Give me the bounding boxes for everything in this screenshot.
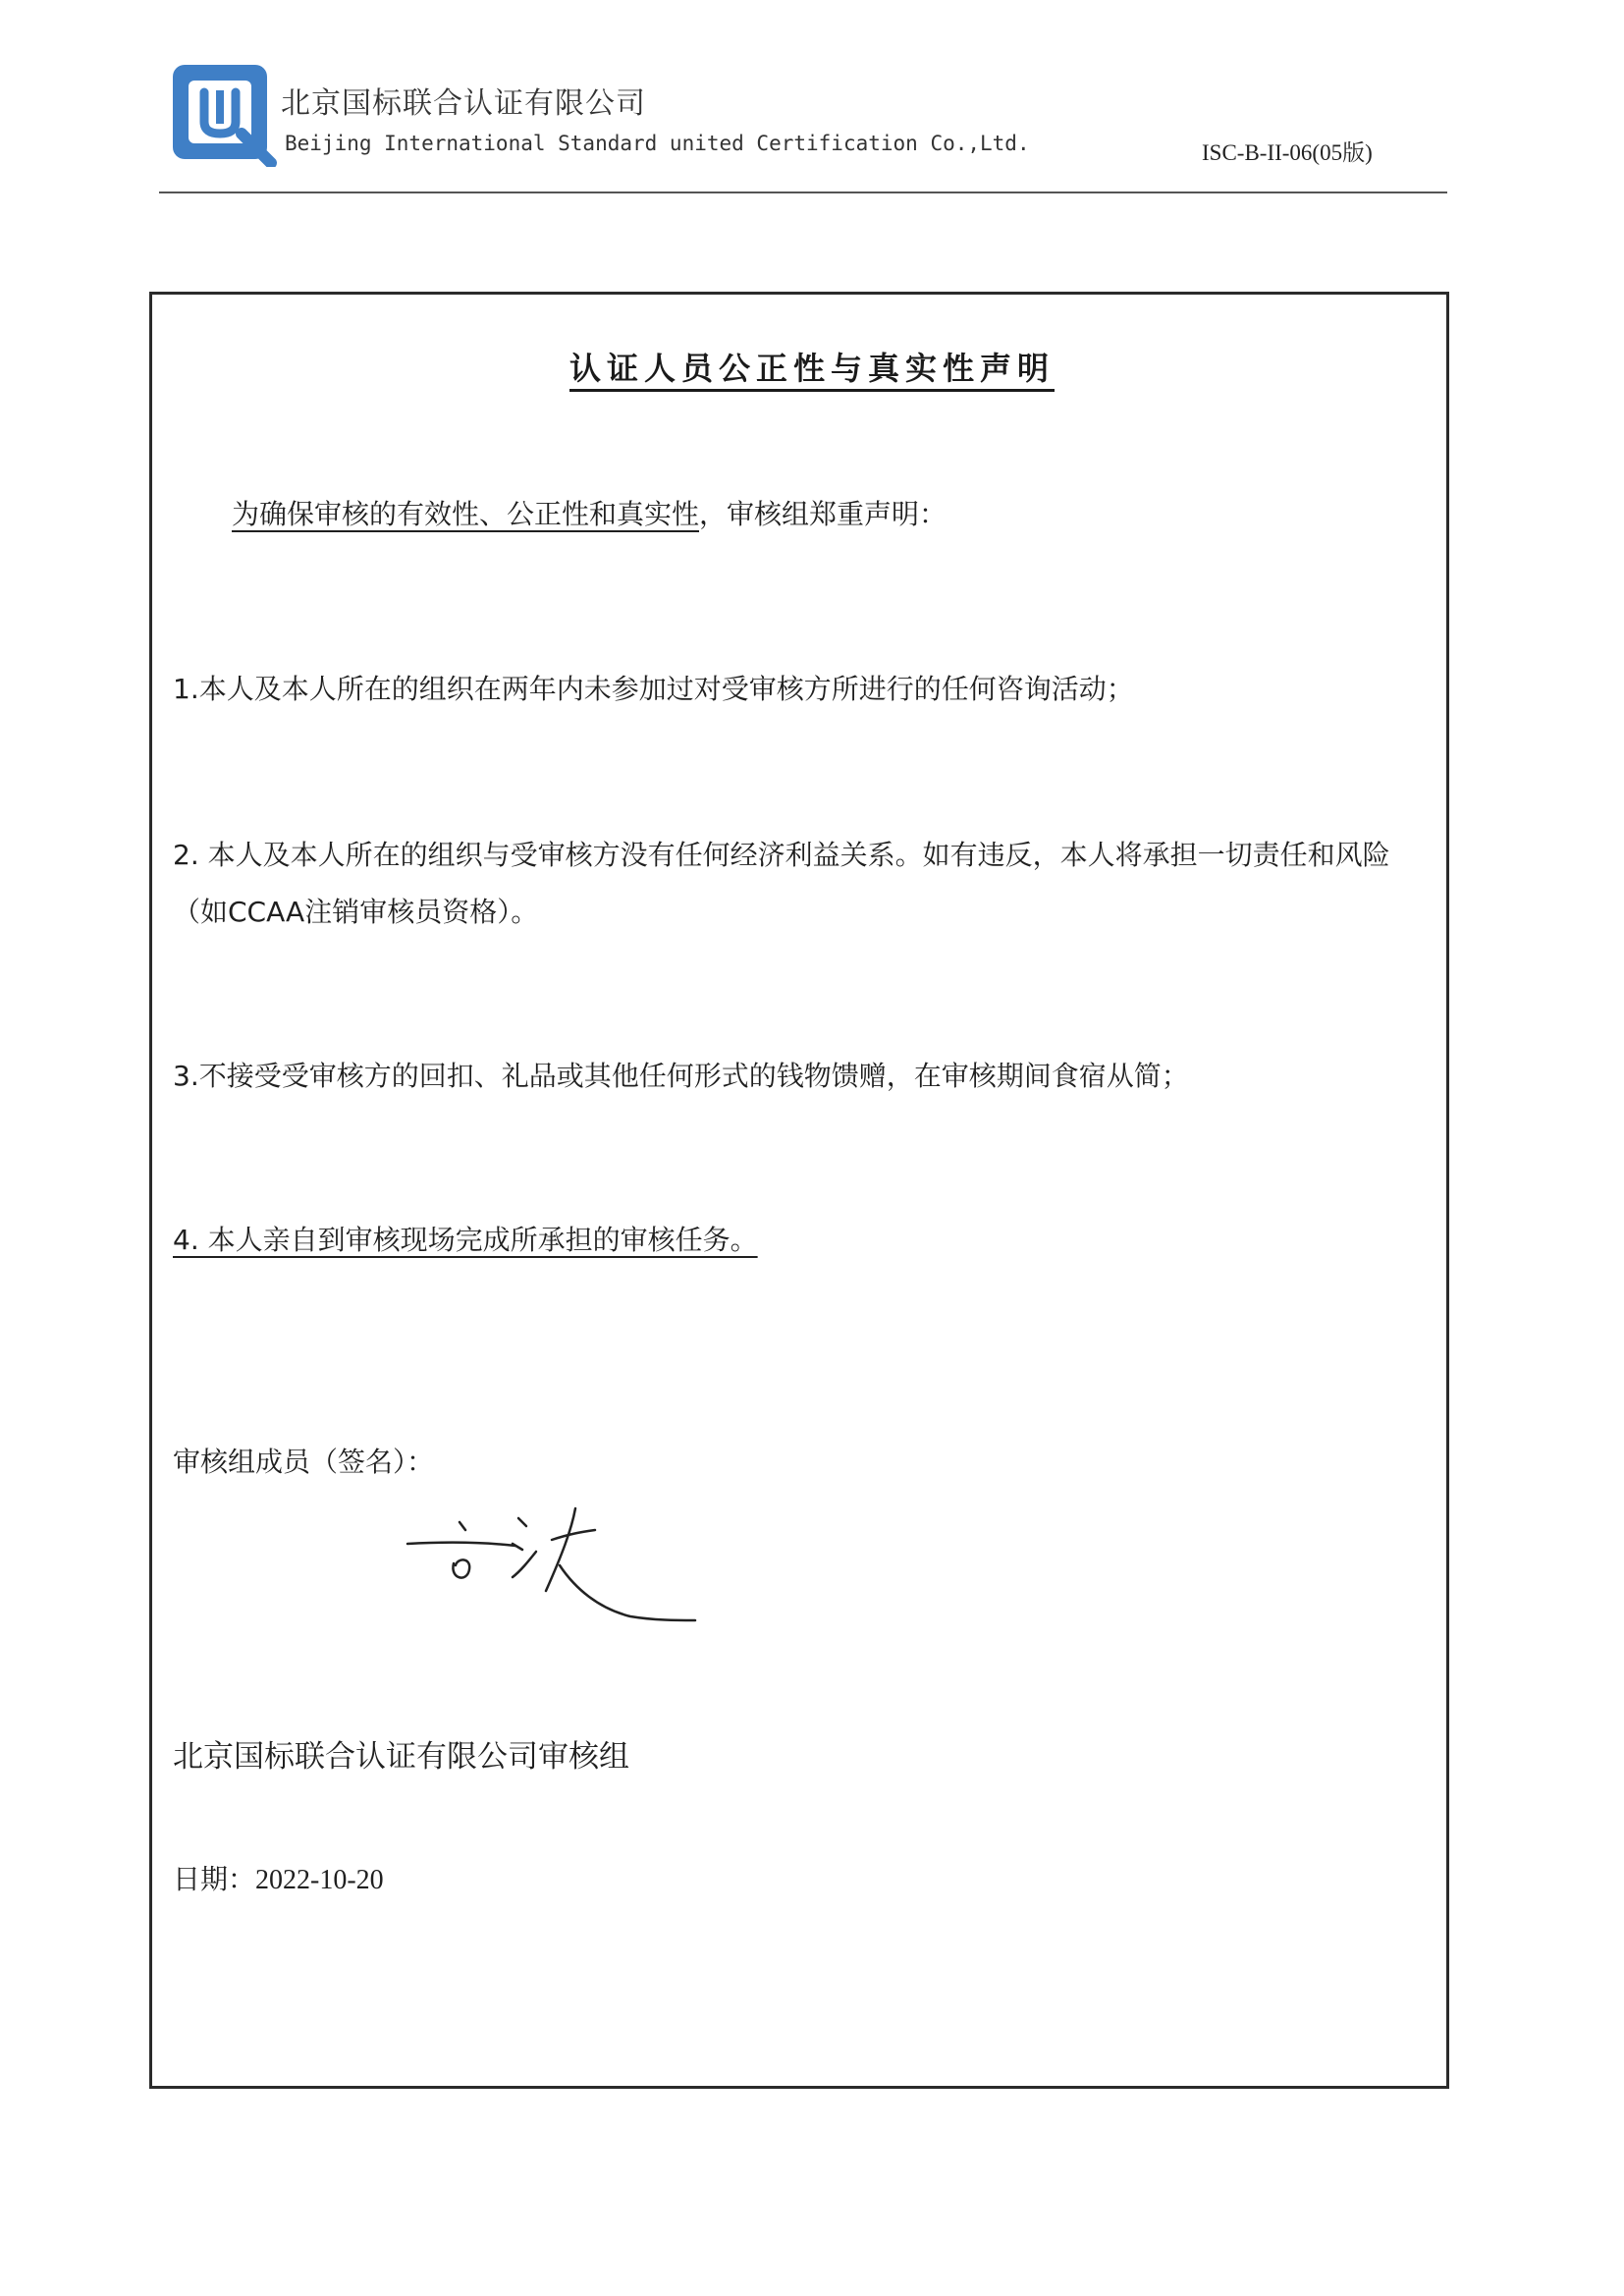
isc-logo-icon	[169, 61, 279, 167]
intro-rest: ，审核组郑重声明：	[699, 498, 947, 530]
declaration-item-4: 4. 本人亲自到审核现场完成所承担的审核任务。	[173, 1224, 758, 1256]
date-line	[173, 1851, 384, 1909]
intro-paragraph	[232, 486, 947, 543]
header-divider	[159, 191, 1447, 193]
document-title: 认证人员公正性与真实性声明	[568, 350, 1055, 387]
audit-team-company: 北京国标联合认证有限公司审核组	[173, 1739, 629, 1775]
members-signature-label: 审核组成员（签名）：	[173, 1446, 435, 1478]
document-title-wrap	[0, 344, 1624, 389]
declaration-item-3: 3.不接受受审核方的回扣、礼品或其他任何形式的钱物馈赠，在审核期间食宿从简；	[173, 1060, 1189, 1092]
declaration-item-2: 2. 本人及本人所在的组织与受审核方没有任何经济利益关系。如有违反，本人将承担一切责任和风险（如CCAA注销审核员资格）。	[173, 839, 1390, 928]
form-code: ISC-B-II-06(05版)	[1202, 140, 1373, 165]
declaration-item-1: 1.本人及本人所在的组织在两年内未参加过对受审核方所进行的任何咨询活动；	[173, 673, 1134, 705]
handwritten-signature	[403, 1501, 707, 1638]
company-name-cn: 北京国标联合认证有限公司	[281, 86, 646, 121]
document-header	[0, 0, 1624, 196]
company-name-en: Beijing International Standard united Certification Co.,Ltd.	[285, 132, 1030, 155]
declaration-frame	[149, 292, 1449, 2089]
date-value: 2022-10-20	[255, 1865, 384, 1895]
date-label: 日期：	[173, 1863, 256, 1895]
intro-underlined: 为确保审核的有效性、公正性和真实性	[232, 498, 700, 530]
